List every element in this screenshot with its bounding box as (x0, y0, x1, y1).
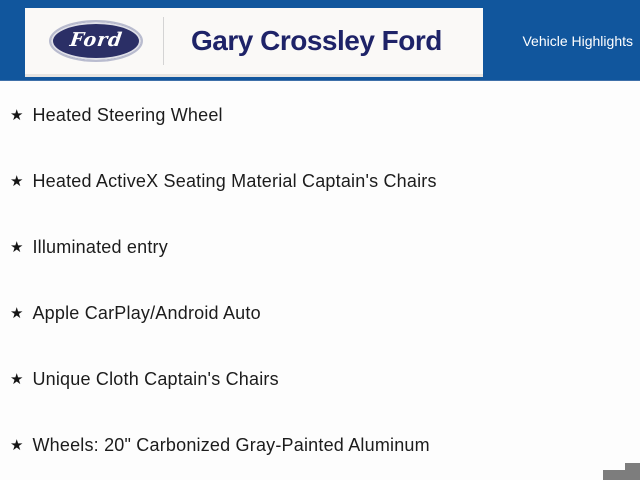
dealer-logo-box[interactable] (25, 8, 483, 77)
feature-label: Unique Cloth Captain's Chairs (32, 368, 279, 389)
ford-logo-text: Ford (68, 29, 124, 51)
star-bullet-icon: ★ (10, 436, 24, 454)
list-item (0, 280, 640, 346)
list-item (0, 412, 640, 478)
list-item (0, 82, 640, 148)
feature-label: Apple CarPlay/Android Auto (32, 302, 261, 323)
star-bullet-icon: ★ (10, 370, 24, 388)
star-bullet-icon: ★ (10, 238, 24, 256)
feature-label: Heated Steering Wheel (32, 104, 223, 125)
star-bullet-icon: ★ (10, 172, 24, 190)
list-item (0, 214, 640, 280)
ford-logo-icon (51, 22, 141, 60)
feature-label: Wheels: 20" Carbonized Gray-Painted Aluminum (32, 434, 430, 455)
feature-label: Illuminated entry (32, 236, 168, 257)
logo-divider (163, 17, 164, 65)
dealer-name: Gary Crossley Ford (191, 25, 442, 56)
page-title: Vehicle Highlights (522, 33, 633, 49)
header-bar (0, 0, 640, 81)
list-item (0, 148, 640, 214)
feature-label: Heated ActiveX Seating Material Captain's Chairs (32, 170, 437, 191)
star-bullet-icon: ★ (10, 304, 24, 322)
star-bullet-icon: ★ (10, 106, 24, 124)
corner-decoration-bottom (603, 470, 640, 480)
list-item (0, 346, 640, 412)
vehicle-highlights-list (0, 82, 640, 478)
